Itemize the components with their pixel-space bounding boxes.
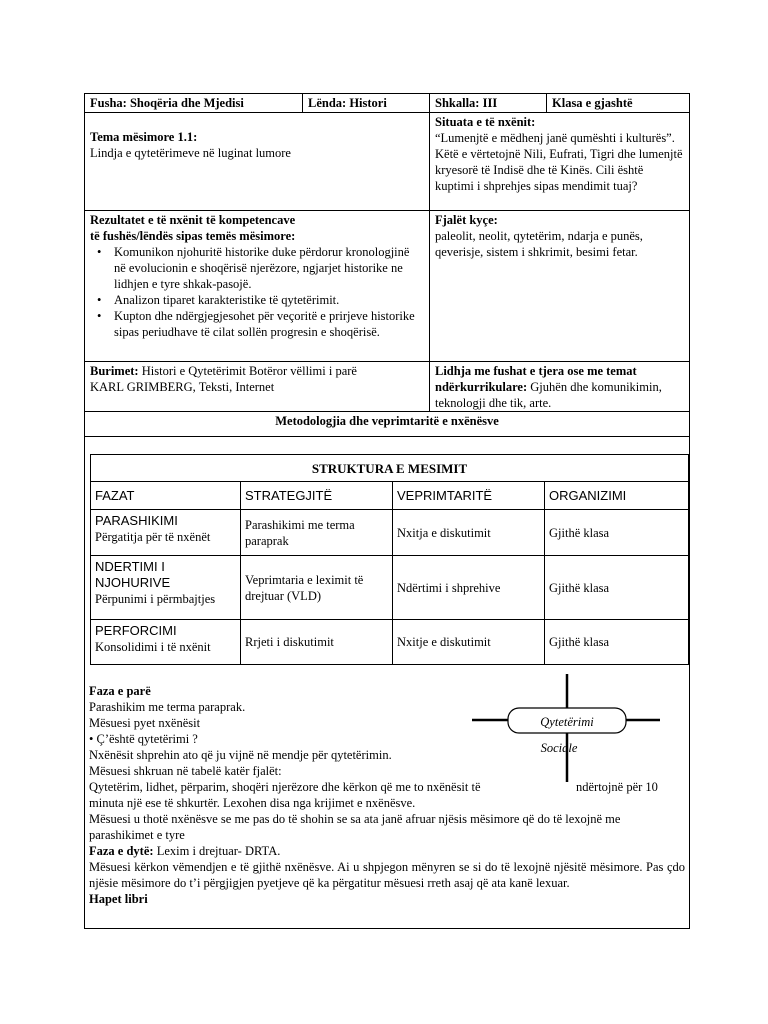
list-item: • Komunikon njohuritë historike duke përdorur kronologjinë në evolucionin e shoqërisë njerëzore, ngjarjet historike ne lidhjen e tyre shkak-pasojë. <box>90 244 424 292</box>
cell-text: Gjithë klasa <box>549 635 610 649</box>
table-row-2-faza <box>90 555 241 620</box>
table-row-2-strategji <box>240 555 393 620</box>
table-row-1-organizimi <box>544 509 689 556</box>
list-item: • Kupton dhe ndërgjegjesohet për veçoritë e prirjeve historike sipas periudhave të cilat sollën progresin e shoqërisë. <box>90 308 424 340</box>
header-label: ORGANIZIMI <box>549 487 627 503</box>
table-row-1-faza <box>90 509 241 556</box>
body-line: Mësuesi u thotë nxënësve se me pas do të shohin se sa ata janë afruar njësis mësimore që do të lexojnë me parashikimet e tyre <box>89 812 621 842</box>
faza-sub: Përgatitja për të nxënët <box>95 530 211 544</box>
cell-text: Parashikimi me terma paraprak <box>245 517 355 548</box>
header-veprimtarite <box>392 481 545 510</box>
rezultatet-list <box>90 244 424 340</box>
faza-name: PERFORCIMI <box>95 623 177 638</box>
faza1-title: Faza e parë <box>89 684 151 698</box>
diagram-sub-label: Sociale <box>540 741 578 755</box>
faza-sub: Përpunimi i përmbajtjes <box>95 592 216 606</box>
cell-text: Ndërtimi i shprehive <box>397 580 501 595</box>
table-row-2-organizimi <box>544 555 689 620</box>
lidhja-cell <box>429 361 690 412</box>
klasa-cell <box>546 93 690 113</box>
body-line-part: Qytetërim, lidhet, përparim, shoqëri njerëzore dhe kërkon që me to nxënësit të <box>89 780 481 794</box>
lidhja-text: Gjuhën dhe komunikimin, teknologji dhe tik, arte. <box>435 380 662 410</box>
table-row-3-strategji <box>240 619 393 665</box>
fjalet-text: paleolit, neolit, qytetërim, ndarja e punës, qeverisje, sistem i shkrimit, besimi fetar. <box>435 229 643 259</box>
lenda-cell <box>302 93 430 113</box>
metodologjia-cell <box>84 411 690 437</box>
rezultatet-sublabel: të fushës/lëndës sipas temës mësimore: <box>90 229 296 243</box>
header-label: VEPRIMTARITË <box>397 487 493 503</box>
fjalet-label: Fjalët kyçe: <box>435 213 498 227</box>
rezultatet-label: Rezultatet e të nxënit të kompetencave <box>90 213 296 227</box>
fusha-cell <box>84 93 303 113</box>
table-row-3-organizimi <box>544 619 689 665</box>
situata-cell <box>429 112 690 211</box>
body-line: Nxënësit shprehin ato që ju vijnë në mendje për qytetërimin. <box>89 748 392 762</box>
body-line: Mësuesi pyet nxënësit <box>89 716 201 730</box>
shkalla-cell <box>429 93 547 113</box>
body-line: minuta një ese të shkurtër. Lexohen disa nga krijimet e nxënësve. <box>89 796 416 810</box>
fjalet-cell <box>429 210 690 362</box>
table-row-1-veprimtari <box>392 509 545 556</box>
tema-label: Tema mësimore 1.1: <box>90 130 198 144</box>
faza-sub: Konsolidimi i të nxënit <box>95 640 211 654</box>
header-organizimi <box>544 481 689 510</box>
cell-text: Gjithë klasa <box>549 580 610 595</box>
body-line: Parashikim me terma paraprak. <box>89 700 246 714</box>
body-paragraph: Mësuesi kërkon vëmendjen e të gjithë nxënësve. Ai u shpjegon mënyren se si do të lexojnë njësitë mësimore. Pas çdo njësie mësimore do t’i përgjigjen pyetjeve që ka përgatitur mësuesi rreth asaj që ata kanë lexuar. <box>89 860 685 890</box>
header-strategjite <box>240 481 393 510</box>
burimet-cell <box>84 361 430 412</box>
faza2-text: Lexim i drejtuar- DRTA. <box>153 844 281 858</box>
situata-text: “Lumenjtë e mëdhenj janë qumështi i kulturës”. Këtë e vërtetojnë Nili, Eufrati, Tigri dhe lumenjtë kryesorë të Indisë dhe të Kinës. Cili është kuptimi i shprehjes sipas mendimit tuaj? <box>435 131 683 193</box>
shkalla-label: Shkalla: III <box>435 96 498 110</box>
header-label: STRATEGJITË <box>245 487 333 503</box>
table-row-3-veprimtari <box>392 619 545 665</box>
cell-text: Rrjeti i diskutimit <box>245 635 334 649</box>
table-row-2-veprimtari <box>392 555 545 620</box>
faza-name: PARASHIKIMI <box>95 513 178 528</box>
klasa-label: Klasa e gjashtë <box>552 96 633 110</box>
list-item: • Analizon tiparet karakteristike të qytetërimit. <box>90 292 424 308</box>
cell-text: Nxitje e diskutimit <box>397 635 491 649</box>
table-row-1-strategji <box>240 509 393 556</box>
header-label: FAZAT <box>95 487 135 503</box>
body-line: Mësuesi shkruan në tabelë katër fjalët: <box>89 764 282 778</box>
concept-diagram <box>470 672 662 784</box>
diagram-center-label: Qytetërimi <box>540 715 594 729</box>
hapet-label: Hapet libri <box>89 892 148 906</box>
faza-name: NDERTIMI I NJOHURIVE <box>95 559 171 590</box>
tema-text: Lindja e qytetërimeve në luginat lumore <box>90 146 291 160</box>
struktura-title-cell <box>90 454 689 482</box>
situata-label: Situata e të nxënit: <box>435 115 536 129</box>
cell-text: Nxitja e diskutimit <box>397 525 491 540</box>
lidhja-label: Lidhja me fushat e tjera ose me temat ndërkurrikulare: <box>435 364 637 394</box>
burimet-label: Burimet: <box>90 364 139 378</box>
tema-cell <box>84 112 430 211</box>
cell-text: Gjithë klasa <box>549 525 610 540</box>
struktura-title: STRUKTURA E MESIMIT <box>311 461 468 476</box>
body-line-part: ndërtojnë për 10 <box>576 780 658 794</box>
header-fazat <box>90 481 241 510</box>
table-row-3-faza <box>90 619 241 665</box>
metodologjia-title: Metodologjia dhe veprimtaritë e nxënësve <box>275 414 499 428</box>
burimet-text: Histori e Qytetërimit Botëror vëllimi i parë <box>138 364 357 378</box>
body-line: • Ç’është qytetërimi ? <box>89 732 198 746</box>
faza2-title: Faza e dytë: <box>89 844 154 858</box>
rezultatet-cell <box>84 210 430 362</box>
cell-text: Veprimtaria e leximit të drejtuar (VLD) <box>245 572 364 603</box>
lenda-label: Lënda: Histori <box>308 96 387 110</box>
burimet-text-2: KARL GRIMBERG, Teksti, Internet <box>90 380 275 394</box>
fusha-label: Fusha: Shoqëria dhe Mjedisi <box>90 96 244 110</box>
